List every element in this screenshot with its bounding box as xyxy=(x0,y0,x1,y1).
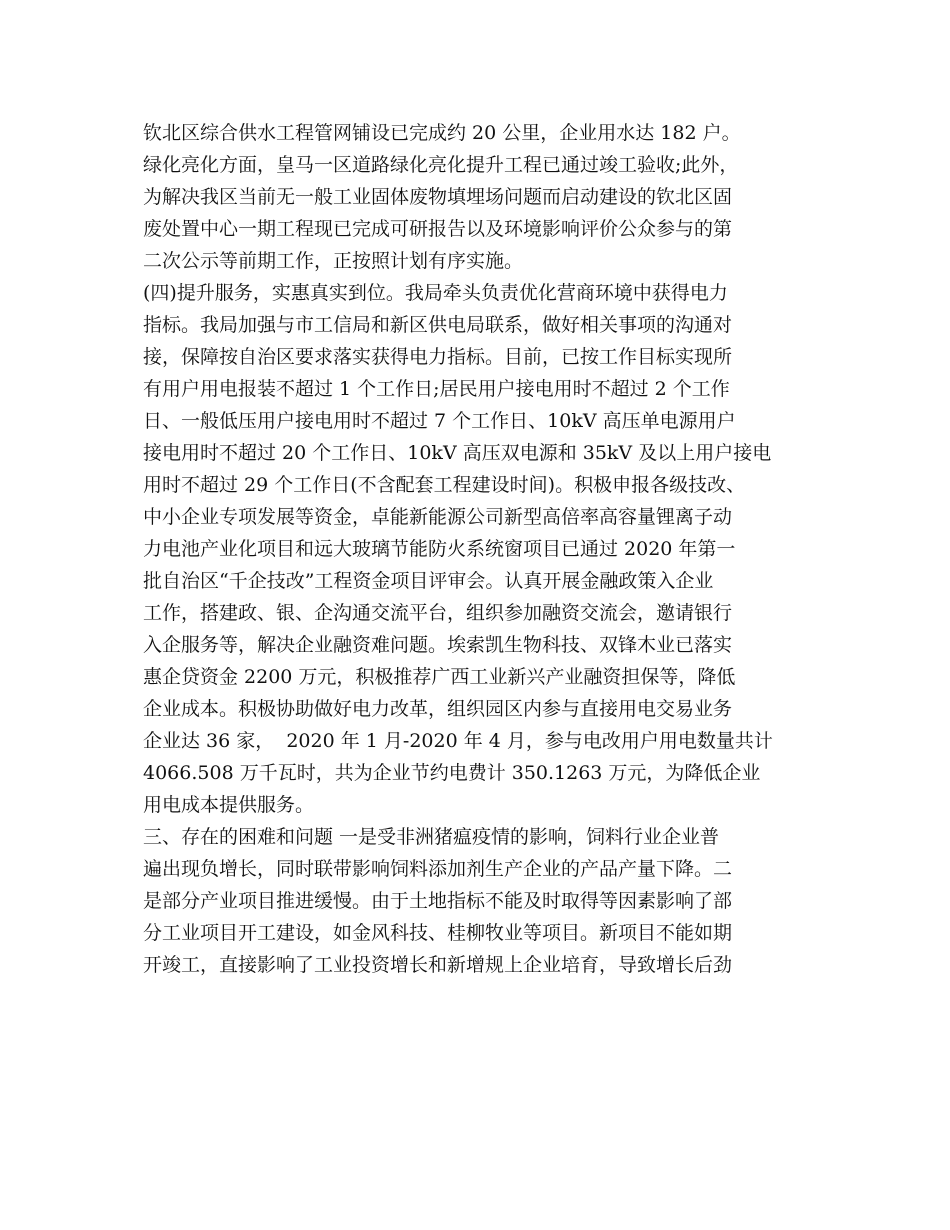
text-line: 企业成本。积极协助做好电力改革，组织园区内参与直接用电交易业务 xyxy=(143,698,733,720)
text-line: 入企服务等，解决企业融资难问题。埃索凯生物科技、双锋木业已落实 xyxy=(143,634,733,656)
text-line: 分工业项目开工建设，如金风科技、桂柳牧业等项目。新项目不能如期 xyxy=(143,922,733,944)
text-line: 指标。我局加强与市工信局和新区供电局联系，做好相关事项的沟通对 xyxy=(143,314,733,336)
text-line: 钦北区综合供水工程管网铺设已完成约 20 公里，企业用水达 182 户。 xyxy=(143,122,741,144)
document-body xyxy=(143,117,823,981)
text-line: 二次公示等前期工作，正按照计划有序实施。 xyxy=(143,250,524,272)
text-line: 有用户用电报装不超过 1 个工作日;居民用户接电用时不超过 2 个工作 xyxy=(143,378,730,400)
text-line: 力电池产业化项目和远大玻璃节能防火系统窗项目已通过 2020 年第一 xyxy=(143,538,736,560)
text-line: 4066.508 万千瓦时，共为企业节约电费计 350.1263 万元，为降低企业 xyxy=(143,762,761,784)
text-line: 绿化亮化方面，皇马一区道路绿化亮化提升工程已通过竣工验收;此外， xyxy=(143,154,739,176)
text-line: 日、一般低压用户接电用时不超过 7 个工作日、10kV 高压单电源用户 xyxy=(143,410,736,432)
text-line: 废处置中心一期工程现已完成可研报告以及环境影响评价公众参与的第 xyxy=(143,218,733,240)
text-line: 是部分产业项目推进缓慢。由于土地指标不能及时取得等因素影响了部 xyxy=(143,890,733,912)
text-line: 用电成本提供服务。 xyxy=(143,794,315,816)
text-line: 惠企贷资金 2200 万元，积极推荐广西工业新兴产业融资担保等，降低 xyxy=(143,666,736,688)
text-line: 三、存在的困难和问题 一是受非洲猪瘟疫情的影响，饲料行业企业普 xyxy=(143,826,720,848)
text-line: 为解决我区当前无一般工业固体废物填埋场问题而启动建设的钦北区固 xyxy=(143,186,733,208)
text-line: 用时不超过 29 个工作日(不含配套工程建设时间)。积极申报各级技改、 xyxy=(143,474,746,496)
text-line: 接电用时不超过 20 个工作日、10kV 高压双电源和 35kV 及以上用户接电 xyxy=(143,442,772,464)
text-line: 接，保障按自治区要求落实获得电力指标。目前，已按工作目标实现所 xyxy=(143,346,733,368)
text-line: 中小企业专项发展等资金，卓能新能源公司新型高倍率高容量锂离子动 xyxy=(143,506,733,528)
text-line: (四)提升服务，实惠真实到位。我局牵头负责优化营商环境中获得电力 xyxy=(143,282,728,304)
text-line: 遍出现负增长，同时联带影响饲料添加剂生产企业的产品产量下降。二 xyxy=(143,858,733,880)
text-line: 企业达 36 家， 2020 年 1 月-2020 年 4 月，参与电改用户用电数量共计 xyxy=(143,730,773,752)
text-line: 工作，搭建政、银、企沟通交流平台，组织参加融资交流会，邀请银行 xyxy=(143,602,733,624)
text-line: 批自治区“千企技改”工程资金项目评审会。认真开展金融政策入企业 xyxy=(143,570,714,592)
text-line: 开竣工，直接影响了工业投资增长和新增规上企业培育，导致增长后劲 xyxy=(143,954,733,976)
